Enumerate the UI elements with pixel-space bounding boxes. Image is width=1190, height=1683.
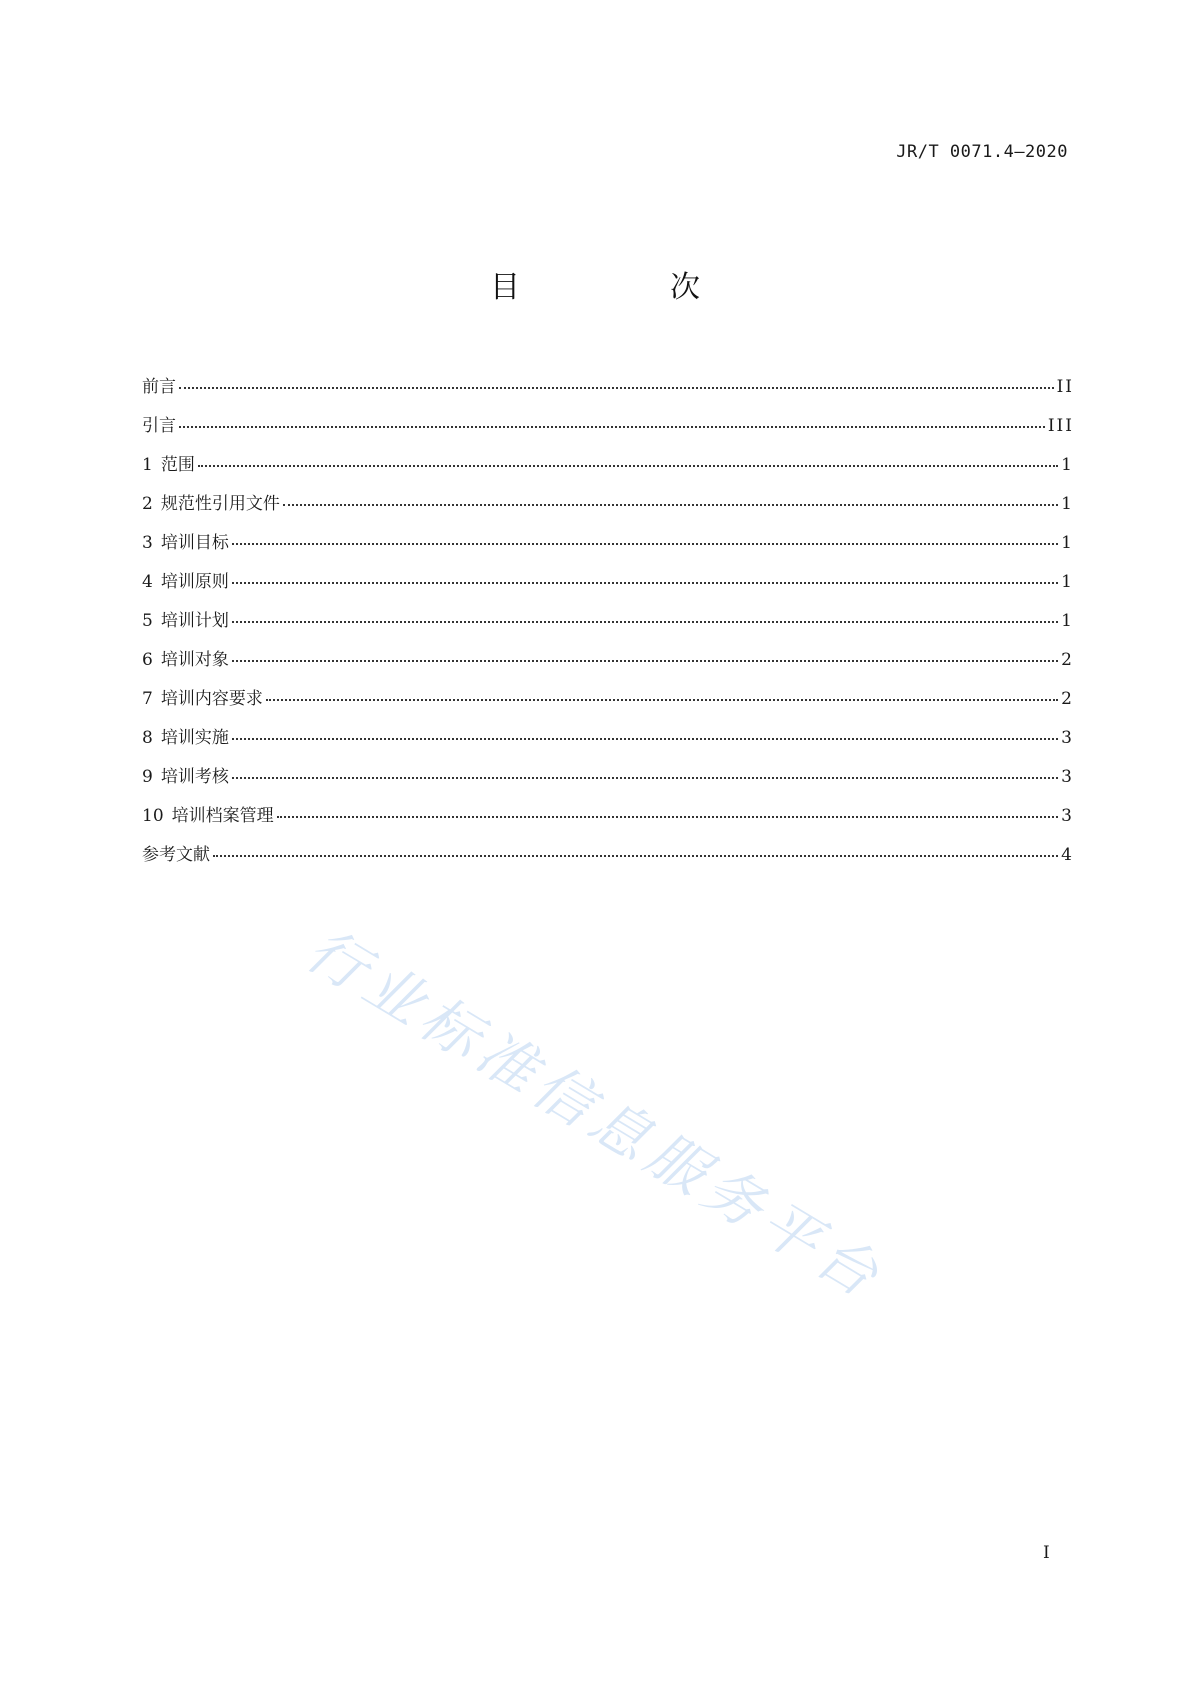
toc-entry-page: 3 (1061, 767, 1074, 787)
toc-entry-label (142, 372, 176, 397)
toc-entry-page: 1 (1061, 494, 1074, 514)
toc-entry-number: 10 (142, 806, 164, 826)
toc-entry-title: 培训目标 (160, 533, 229, 553)
toc-entry-number: 5 (142, 611, 153, 631)
toc-entry-page: II (1056, 377, 1074, 397)
toc-entry-title: 参考文献 (142, 845, 210, 865)
toc-leader-dots (179, 387, 1054, 389)
toc-entry-page: 1 (1061, 533, 1074, 553)
toc-entry[interactable] (142, 450, 1074, 489)
toc-entry-title: 引言 (142, 416, 176, 436)
toc-leader-dots (232, 777, 1058, 779)
toc-leader-dots (179, 426, 1045, 428)
toc-entry-title: 培训档案管理 (171, 806, 274, 826)
toc-entry-label (142, 528, 229, 553)
toc-entry-title: 培训实施 (160, 728, 229, 748)
toc-entry-title: 规范性引用文件 (160, 494, 280, 514)
toc-entry[interactable] (142, 567, 1074, 606)
toc-entry-number: 9 (142, 767, 153, 787)
toc-entry-title: 培训内容要求 (160, 689, 263, 709)
toc-entry-label (142, 723, 229, 748)
toc-leader-dots (232, 621, 1058, 623)
toc-entry-title: 培训考核 (160, 767, 229, 787)
toc-entry[interactable] (142, 372, 1074, 411)
toc-entry-page: 4 (1061, 845, 1074, 865)
toc-leader-dots (232, 543, 1058, 545)
toc-entry-title: 前言 (142, 377, 176, 397)
toc-entry[interactable] (142, 645, 1074, 684)
toc-leader-dots (266, 699, 1058, 701)
toc-leader-dots (213, 855, 1058, 857)
toc-entry[interactable] (142, 801, 1074, 840)
toc-leader-dots (232, 582, 1058, 584)
toc-entry-page: 1 (1061, 572, 1074, 592)
toc-entry-title: 范围 (160, 455, 195, 475)
toc-entry-label (142, 684, 263, 709)
toc-entry-label (142, 489, 280, 514)
toc-leader-dots (277, 816, 1059, 818)
toc-entry-number: 7 (142, 689, 153, 709)
toc-entry-number: 4 (142, 572, 153, 592)
watermark: 行业标准信息服务平台 (295, 915, 896, 1314)
toc-entry-label (142, 645, 229, 670)
toc-entry-number: 1 (142, 455, 153, 475)
toc-entry[interactable] (142, 723, 1074, 762)
toc-entry-title: 培训计划 (160, 611, 229, 631)
toc-entry-page: 2 (1061, 650, 1074, 670)
toc-entry-label (142, 606, 229, 631)
toc-leader-dots (198, 465, 1058, 467)
toc-leader-dots (232, 738, 1058, 740)
toc-entry-number: 3 (142, 533, 153, 553)
toc-entry-page: 2 (1061, 689, 1074, 709)
toc-entry-page: 1 (1061, 611, 1074, 631)
toc-entry-label (142, 450, 195, 475)
toc-entry[interactable] (142, 489, 1074, 528)
toc-entry[interactable] (142, 762, 1074, 801)
toc-title: 目 次 (490, 270, 760, 305)
toc-entry-label (142, 801, 274, 826)
page-number: I (1043, 1543, 1050, 1563)
toc-entry-number: 2 (142, 494, 153, 514)
toc-entry[interactable] (142, 528, 1074, 567)
toc-entry-page: 3 (1061, 806, 1074, 826)
toc-entry[interactable] (142, 411, 1074, 450)
document-code: JR/T 0071.4—2020 (896, 142, 1068, 162)
toc-entry-title: 培训对象 (160, 650, 229, 670)
toc-entry-title: 培训原则 (160, 572, 229, 592)
toc-entry-label (142, 840, 210, 865)
toc-leader-dots (283, 504, 1058, 506)
toc-entry-label (142, 411, 176, 436)
toc-entry-page: 1 (1061, 455, 1074, 475)
toc-entry-page: III (1047, 416, 1074, 436)
toc-leader-dots (232, 660, 1058, 662)
toc-entry[interactable] (142, 684, 1074, 723)
toc-entry[interactable] (142, 840, 1074, 879)
table-of-contents (142, 372, 1074, 879)
toc-entry[interactable] (142, 606, 1074, 645)
toc-entry-number: 8 (142, 728, 153, 748)
toc-entry-number: 6 (142, 650, 153, 670)
toc-entry-label (142, 762, 229, 787)
toc-entry-page: 3 (1061, 728, 1074, 748)
toc-entry-label (142, 567, 229, 592)
